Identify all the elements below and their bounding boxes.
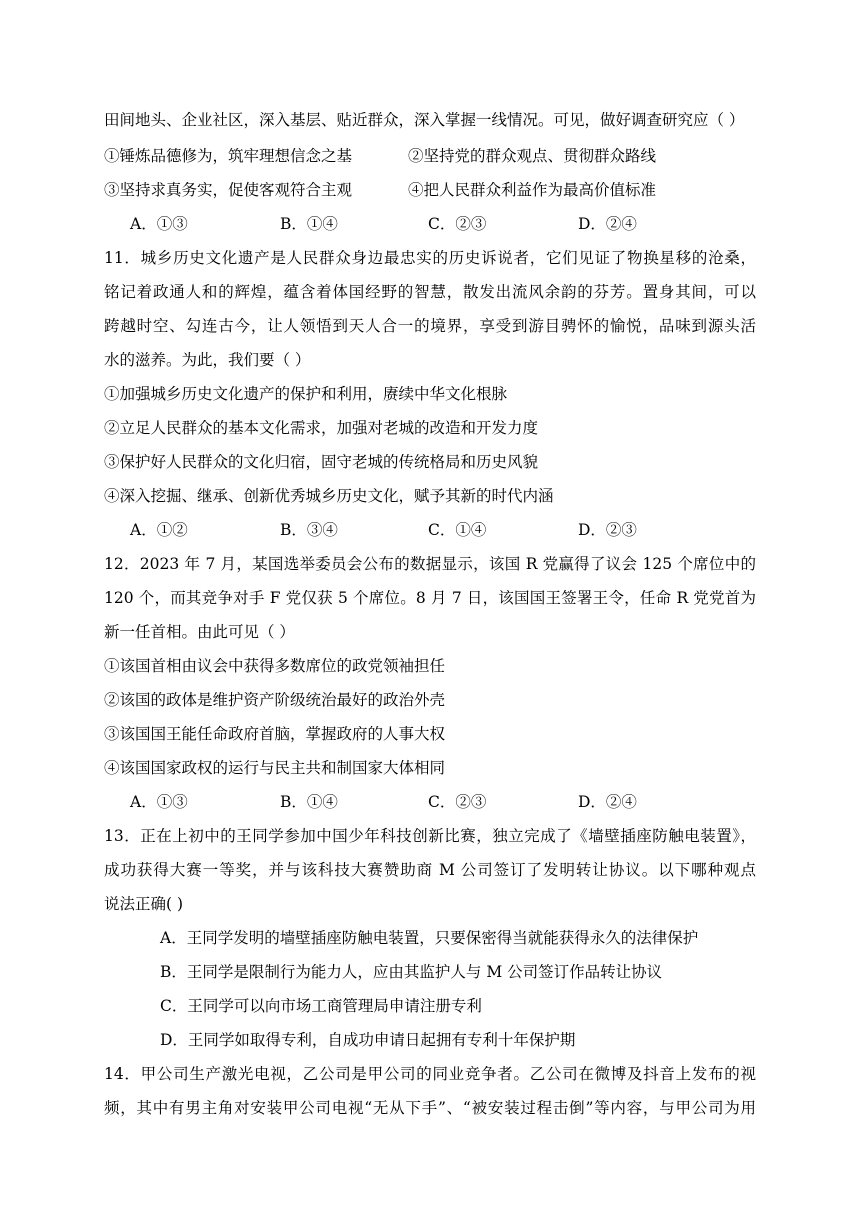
q10-statement-1: ①锤炼品德修为，筑牢理想信念之基 [104, 147, 353, 165]
q13-option-a[interactable]: A．王同学发明的墙壁插座防触电装置，只要保密得当就能获得永久的法律保护 [160, 929, 699, 947]
q14-stem-line-1: 14．甲公司生产激光电视，乙公司是甲公司的同业竞争者。乙公司在微博及抖音上发布的视 [104, 1065, 756, 1083]
q14-stem-line-2: 频，其中有男主角对安装甲公司电视“无从下手”、“被安装过程击倒”等内容，与甲公司为用 [104, 1099, 756, 1117]
q12-statement-2: ②该国的政体是维护资产阶级统治最好的政治外壳 [104, 691, 446, 709]
q12-stem-line-2: 120 个，而其竞争对手 F 党仅获 5 个席位。8 月 7 日，该国国王签署王令，任命 R 党党首为 [104, 589, 756, 607]
q10-statement-4: ④把人民群众利益作为最高价值标准 [408, 181, 657, 199]
q11-statement-1: ①加强城乡历史文化遗产的保护和利用，赓续中华文化根脉 [104, 385, 508, 403]
q12-stem-line-3: 新一任首相。由此可见（ ） [104, 623, 295, 641]
q12-stem-line-1: 12．2023 年 7 月，某国选举委员会公布的数据显示，该国 R 党赢得了议会 125 个席位中的 [104, 555, 756, 573]
q10-option-c[interactable]: C．②③ [428, 215, 487, 233]
q10-stem-tail: 田间地头、企业社区，深入基层、贴近群众，深入掌握一线情况。可见，做好调查研究应（ ） [104, 111, 745, 129]
q13-option-d[interactable]: D．王同学如取得专利，自成功申请日起拥有专利十年保护期 [160, 1031, 576, 1049]
q10-statement-3: ③坚持求真务实，促使客观符合主观 [104, 181, 353, 199]
q11-stem-line-2: 铭记着政通人和的辉煌，蕴含着体国经野的智慧，散发出流风余韵的芬芳。置身其间，可以 [104, 283, 756, 301]
q12-option-a[interactable]: A．①③ [130, 793, 188, 811]
q13-stem-line-3: 说法正确( ) [104, 895, 184, 913]
q11-stem-line-4: 水的滋养。为此，我们要（ ） [104, 351, 311, 369]
q11-statement-4: ④深入挖掘、继承、创新优秀城乡历史文化，赋予其新的时代内涵 [104, 487, 554, 505]
q12-option-c[interactable]: C．②③ [428, 793, 487, 811]
q11-option-a[interactable]: A．①② [130, 521, 188, 539]
q13-option-c[interactable]: C．王同学可以向市场工商管理局申请注册专利 [160, 997, 482, 1015]
q11-option-c[interactable]: C．①④ [428, 521, 487, 539]
q11-statement-2: ②立足人民群众的基本文化需求，加强对老城的改造和开发力度 [104, 419, 539, 437]
q10-option-d[interactable]: D．②④ [578, 215, 637, 233]
q12-option-b[interactable]: B．①④ [280, 793, 338, 811]
q11-stem-line-1: 11．城乡历史文化遗产是人民群众身边最忠实的历史诉说者，它们见证了物换星移的沧桑， [104, 249, 756, 267]
q12-statement-1: ①该国首相由议会中获得多数席位的政党领袖担任 [104, 657, 446, 675]
q10-option-b[interactable]: B．①④ [280, 215, 338, 233]
q11-statement-3: ③保护好人民群众的文化归宿，固守老城的传统格局和历史风貌 [104, 453, 539, 471]
q13-stem-line-1: 13．正在上初中的王同学参加中国少年科技创新比赛，独立完成了《墙壁插座防触电装置》， [104, 827, 756, 845]
q12-statement-3: ③该国国王能任命政府首脑，掌握政府的人事大权 [104, 725, 446, 743]
q11-option-d[interactable]: D．②③ [578, 521, 637, 539]
q13-option-b[interactable]: B．王同学是限制行为能力人，应由其监护人与 M 公司签订作品转让协议 [160, 963, 663, 981]
q12-statement-4: ④该国国家政权的运行与民主共和制国家大体相同 [104, 759, 446, 777]
q10-statement-2: ②坚持党的群众观点、贯彻群众路线 [408, 147, 657, 165]
q10-option-a[interactable]: A．①③ [130, 215, 188, 233]
q13-stem-line-2: 成功获得大赛一等奖，并与该科技大赛赞助商 M 公司签订了发明转让协议。以下哪种观点 [104, 861, 756, 879]
q11-stem-line-3: 跨越时空、勾连古今，让人领悟到天人合一的境界，享受到游目骋怀的愉悦，品味到源头活 [104, 317, 756, 335]
q11-option-b[interactable]: B．③④ [280, 521, 338, 539]
q12-option-d[interactable]: D．②④ [578, 793, 637, 811]
